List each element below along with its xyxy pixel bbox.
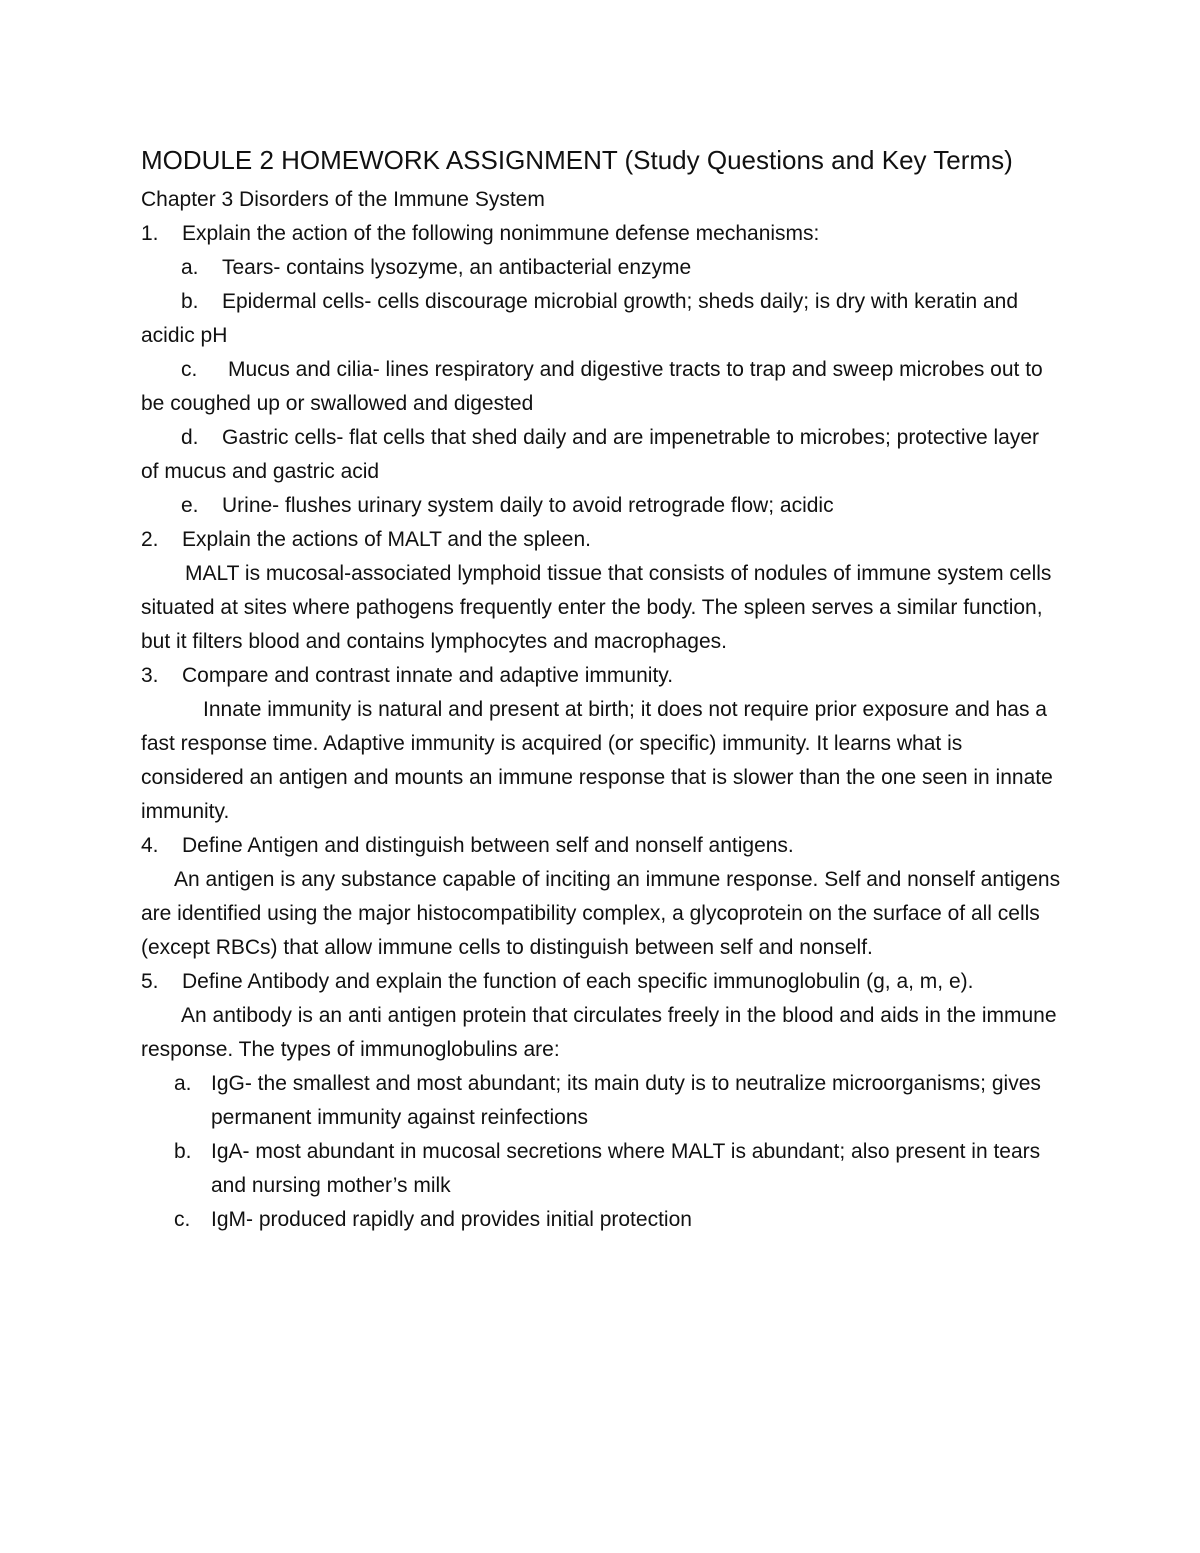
question-number: 5. (141, 970, 159, 993)
list-item (141, 285, 1061, 353)
question-number: 4. (141, 834, 159, 857)
list-item-text: Gastric cells- flat cells that shed daily and are impenetrable to microbes; protective layer of mucus and gastric acid (141, 426, 1040, 483)
page-title: MODULE 2 HOMEWORK ASSIGNMENT (Study Questions and Key Terms) (141, 145, 1013, 175)
list-item-text: Urine- flushes urinary system daily to avoid retrograde flow; acidic (222, 494, 834, 517)
list-item (141, 251, 1061, 285)
list-item-text: IgM- produced rapidly and provides initial protection (211, 1208, 692, 1231)
answer-paragraph: Innate immunity is natural and present at birth; it does not require prior exposure and has a fast response time. Adaptive immunity is acquired (or specific) immunity. It learns what is considered an antigen and mounts an immune response that is slower than the one seen in innate immunity. (141, 698, 1053, 823)
list-item-text: Tears- contains lysozyme, an antibacterial enzyme (222, 256, 692, 279)
question-text: Explain the actions of MALT and the spleen. (182, 528, 591, 551)
question-text: Compare and contrast innate and adaptive immunity. (182, 664, 674, 687)
list-item-letter: e. (181, 494, 199, 517)
answer-paragraph: An antibody is an anti antigen protein that circulates freely in the blood and aids in the immune response. The types of immunoglobulins are: (141, 1004, 1057, 1061)
question-number: 1. (141, 222, 159, 245)
question-2 (141, 523, 1061, 557)
question-text: Explain the action of the following nonimmune defense mechanisms: (182, 222, 820, 245)
list-item (141, 489, 1061, 523)
chapter-heading: Chapter 3 Disorders of the Immune System (141, 188, 545, 211)
question-1 (141, 217, 1061, 251)
question-text: Define Antigen and distinguish between self and nonself antigens. (182, 834, 794, 857)
list-item (141, 353, 1061, 421)
document-body (141, 140, 1061, 1237)
question-3 (141, 659, 1061, 693)
question-4 (141, 829, 1061, 863)
list-item (141, 421, 1061, 489)
list-item-letter: d. (181, 426, 199, 449)
question-text: Define Antibody and explain the function of each specific immunoglobulin (g, a, m, e). (182, 970, 974, 993)
list-item-letter: b. (174, 1140, 192, 1163)
question-number: 3. (141, 664, 159, 687)
list-item (141, 1067, 1061, 1135)
question-number: 2. (141, 528, 159, 551)
list-item-letter: c. (174, 1208, 191, 1231)
list-item-text: IgA- most abundant in mucosal secretions where MALT is abundant; also present in tears and nursing mother’s milk (211, 1140, 1041, 1197)
list-item-letter: b. (181, 290, 199, 313)
list-item-letter: c. (181, 358, 198, 381)
list-item-letter: a. (174, 1072, 192, 1095)
list-item-letter: a. (181, 256, 199, 279)
list-item-text: IgG- the smallest and most abundant; its main duty is to neutralize microorganisms; gives permanent immunity against reinfections (211, 1072, 1041, 1129)
list-item-text: Mucus and cilia- lines respiratory and digestive tracts to trap and sweep microbes out to be coughed up or swallowed and digested (141, 358, 1043, 415)
answer-paragraph: MALT is mucosal-associated lymphoid tissue that consists of nodules of immune system cells situated at sites where pathogens frequently enter the body. The spleen serves a similar function, but it filters blood and contains lymphocytes and macrophages. (141, 562, 1052, 653)
question-5 (141, 965, 1061, 999)
list-item-text: Epidermal cells- cells discourage microbial growth; sheds daily; is dry with keratin and acidic pH (141, 290, 1019, 347)
answer-paragraph: An antigen is any substance capable of inciting an immune response. Self and nonself antigens are identified using the major histocompatibility complex, a glycoprotein on the surface of all cells (except RBCs) that allow immune cells to distinguish between self and nonself. (141, 868, 1061, 959)
list-item (141, 1135, 1061, 1203)
list-item (141, 1203, 1061, 1237)
